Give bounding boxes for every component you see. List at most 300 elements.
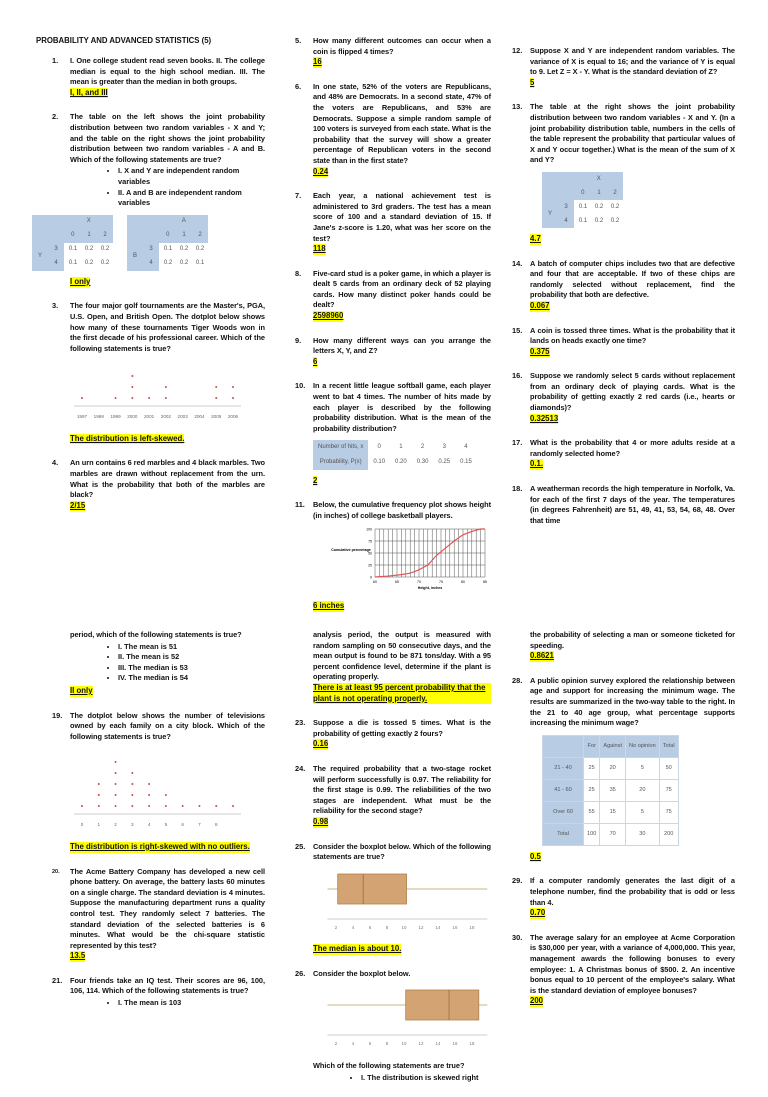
question-text: If a computer randomly generates the last digit of a telephone number, find the probability that is odd or less than 4. (530, 876, 735, 907)
column-variable: X (575, 172, 624, 186)
answer-block (530, 908, 735, 919)
answer-block (530, 234, 735, 245)
row-header: 4 (558, 214, 575, 228)
row-header: 21 - 40 (543, 757, 584, 779)
question-number: 10. (295, 381, 306, 391)
column-header: 0 (575, 186, 592, 200)
question (52, 866, 265, 962)
highlighted-answer: 0.70 (530, 908, 546, 918)
table-cell: 30 (626, 823, 660, 845)
axis-tick-label: 4 (351, 1041, 355, 1047)
dot (232, 386, 234, 388)
table-corner (48, 215, 65, 229)
highlighted-answer: 2598960 (313, 311, 344, 321)
question-number: 7. (295, 191, 302, 201)
question-number: 21. (52, 975, 63, 985)
axis-tick-label: 2005 (211, 414, 222, 420)
question (512, 675, 735, 863)
question-text: Each year, a national achievement test is administered to 3rd graders. The test has a mean score of 100 and a standard deviation of 15. If Jane's z-score is 1.20, what was her score on the test? (313, 191, 491, 243)
bullet-item: • IV. The median is 54 (118, 673, 265, 684)
answer-block (313, 57, 491, 68)
figure (313, 440, 491, 469)
question-number: 26. (295, 968, 306, 978)
row-header: Total (543, 823, 584, 845)
column-header: 0 (65, 229, 82, 243)
axis-tick-label: 0 (80, 822, 84, 828)
row-variable: B (127, 243, 143, 271)
column-variable: X (65, 215, 114, 229)
axis-tick-label: 10 (401, 924, 407, 930)
table-cell: 5 (626, 801, 660, 823)
axis-tick-label: 8 (214, 822, 218, 828)
x-tick-label: 60 (373, 580, 377, 585)
joint-probability-table (32, 215, 113, 271)
x-tick-label: 85 (483, 580, 487, 585)
row-header: 4 (48, 257, 65, 271)
table-cell: 0.1 (68, 246, 78, 253)
table-cell: 35 (600, 779, 626, 801)
axis-tick-label: 2001 (143, 414, 155, 420)
table-cell: 0.1 (163, 246, 173, 253)
answer-block (313, 311, 491, 322)
column-header (543, 735, 584, 757)
column-header: Against (600, 735, 626, 757)
question-text: Consider the boxplot below. (313, 968, 411, 978)
y-tick-label: 25 (368, 563, 372, 568)
table-cell: 0.2 (84, 246, 94, 253)
table-cell: 0.2 (179, 246, 189, 253)
question (295, 718, 491, 750)
answer-block (313, 601, 491, 612)
question-text: How many different outcomes can occur when a coin is flipped 4 times? (313, 36, 491, 56)
axis-tick-label: 8 (385, 924, 389, 930)
table-cell: 70 (600, 823, 626, 845)
y-tick-label: 75 (368, 539, 372, 544)
table-cell: 0.10 (373, 459, 386, 465)
highlighted-answer: 6 inches (313, 600, 345, 610)
table-corner (48, 229, 65, 243)
answer-block (530, 414, 735, 425)
highlighted-answer: 13.5 (70, 951, 86, 961)
dot (232, 397, 234, 399)
question-text: A public opinion survey explored the relationship between age and support for increasing the minimum wage. The results are summarized in the two-way table to the right. In the 21 to 40 age group, what percentage supports increasing the minimum wage? (530, 675, 735, 728)
axis-tick-label: 16 (452, 924, 458, 930)
column-header: 1 (591, 186, 607, 200)
question-number: 25. (295, 841, 306, 851)
dot (148, 397, 150, 399)
axis-tick-label: 3 (131, 822, 134, 828)
dot (98, 794, 100, 796)
bullet-item: • II. A and B are independent random variables (118, 188, 265, 209)
dotplot (70, 360, 245, 424)
highlighted-answer: 0.067 (530, 300, 550, 310)
joint-probability-table (542, 172, 623, 228)
question-text: The four major golf tournaments are the Master's, PGA, U.S. Open, and British Open. The dotplot below shows how many of these tournaments Tiger Woods won in the first decade of his professional career. Which of the following statements is true? (70, 301, 265, 353)
axis-tick-label: 2002 (160, 414, 172, 420)
figure (70, 748, 265, 836)
axis-tick-label: 6 (368, 1041, 372, 1047)
dot (131, 805, 133, 807)
probability-distribution-table (313, 440, 477, 469)
column-header: 2 (97, 229, 113, 243)
question-text: In one state, 52% of the voters are Republicans, and 48% are Democrats. In a second state, 47% of the voters are Republicans, and 53% are Democrats. Suppose a simple random sample of 100 voters is surveyed from each state. What is the probability that the survey will show a greater percentage of Republican voters in the second state than in the first state? (313, 81, 491, 165)
joint-probability-table (127, 215, 208, 271)
question-text: The dotplot below shows the number of televisions owned by each family on a city block. Which of the following statements is true? (70, 710, 265, 741)
question-number: 30. (512, 932, 523, 942)
answer-block (313, 817, 491, 828)
question-text: period, which of the following statements is true? (70, 630, 242, 639)
question-text: What is the probability that 4 or more adults reside at a randomly selected home? (530, 438, 735, 458)
bullet-item: • I. The mean is 51 (118, 642, 265, 653)
question-text: Five-card stud is a poker game, in which a player is dealt 5 cards from an ordinary deck of 52 playing cards. How many distinct poker hands could be dealt? (313, 268, 491, 310)
question-number: 29. (512, 876, 523, 886)
dot (98, 783, 100, 785)
answer-block (530, 996, 735, 1007)
question-text: How many different ways can you arrange the letters X, Y, and Z? (313, 335, 491, 356)
highlighted-answer: The median is about 10. (313, 944, 402, 954)
table-cell: 0.2 (195, 246, 205, 253)
table-row (543, 823, 679, 845)
dot (131, 772, 133, 774)
highlighted-answer: 0.375 (530, 346, 550, 356)
axis-tick-label: 5 (164, 822, 168, 828)
question (295, 841, 491, 955)
dot (148, 794, 150, 796)
column (295, 630, 491, 1097)
answer-block (313, 357, 491, 368)
highlighted-answer: There is at least 95 percent probability that the plant is not operating properly. (313, 683, 491, 704)
column (512, 46, 735, 540)
answer-block (313, 683, 491, 704)
table-cell: 0 (377, 444, 381, 451)
dot (115, 397, 117, 399)
column-header: 1 (81, 229, 97, 243)
highlighted-answer: 2 (313, 475, 318, 485)
x-tick-label: 75 (439, 580, 443, 585)
dot (115, 761, 117, 763)
question-number: 23. (295, 718, 306, 728)
question-number: 16. (512, 371, 523, 381)
table-cell: 0.2 (610, 203, 620, 210)
question (295, 763, 491, 828)
table-cell: 4 (464, 444, 468, 451)
question-text: A weatherman records the high temperature in Norfolk, Va. for each of the first 7 days of the year. The temperatures (in degrees Fahrenheit) are 51, 49, 41, 53, 54, 68, 48. Over that time (530, 484, 735, 525)
table-row (543, 757, 679, 779)
table-cell: 0.2 (100, 260, 110, 267)
y-axis-label: Cumulative percentage (331, 548, 371, 553)
table-cell: 3 (442, 444, 446, 451)
table-cell: 100 (584, 823, 600, 845)
question-number: 24. (295, 763, 306, 773)
x-tick-label: 80 (461, 580, 465, 585)
question-text: The required probability that a two-stage rocket will perform successfully is 0.97. The reliability for the first stage is 0.99. The reliabilities of the two stages are independent. What must be the reliability for the second stage? (313, 763, 491, 816)
y-tick-label: 100 (366, 527, 372, 532)
highlighted-answer: 0.24 (313, 166, 329, 176)
table-corner (143, 215, 160, 229)
question (512, 46, 735, 88)
axis-tick-label: 2006 (227, 414, 239, 420)
table-cell: 0.2 (179, 260, 189, 267)
answer-block (70, 842, 265, 853)
answer-block (70, 434, 265, 445)
highlighted-answer: 0.16 (313, 739, 329, 749)
figure (32, 215, 265, 271)
highlighted-answer: 0.98 (313, 816, 329, 826)
answer-block (313, 476, 491, 487)
table-cell: 0.1 (578, 217, 588, 224)
table-cell: 25 (584, 757, 600, 779)
document-title: PROBABILITY AND ADVANCED STATISTICS (5) (36, 36, 212, 45)
bullet-list (70, 998, 265, 1009)
table-cell: 20 (600, 757, 626, 779)
question-text: The table at the right shows the joint probability distribution between two random variables - X and Y. (In a joint probability distribution table, numbers in the cells of the table represent the probability that particular values of X and Y occur together.) What is the mean of the sum of X and Y? (530, 102, 735, 165)
figure (530, 735, 735, 846)
answer-block (530, 651, 735, 662)
dotplot (70, 748, 245, 832)
question-text: Suppose X and Y are independent random variables. The variance of X is equal to 16; and the variance of Y is equal to 9. Let Z = X - Y. What is the standard deviation of Z? (530, 46, 735, 77)
question (512, 438, 735, 470)
question-text: A batch of computer chips includes two that are defective and four that are acceptable. If two of these chips are randomly selected without replacement, find the probability that both are defective. (530, 258, 735, 300)
question-text: Below, the cumulative frequency plot shows height (in inches) of college basketball players. (313, 500, 491, 520)
table-cell: 75 (659, 801, 678, 823)
table-corner (32, 215, 48, 229)
dot (131, 794, 133, 796)
question (295, 191, 491, 255)
dot (148, 783, 150, 785)
column-header: Total (659, 735, 678, 757)
highlighted-answer: The distribution is left-skewed. (70, 433, 185, 443)
question-number: 28. (512, 675, 523, 685)
table-cell: 0.2 (610, 217, 620, 224)
table-cell: 5 (626, 757, 660, 779)
highlighted-answer: 2/15 (70, 500, 86, 510)
dot (81, 397, 83, 399)
row-header: 3 (558, 200, 575, 214)
question-text: The average salary for an employee at Acme Corporation is $30,000 per year, with a variance of 4,000,000. This year, management awards the following bonuses to every employee: 1. A Christmas bonus of $500. 2. An incentive bonus equal to 10 percent of the employee's salary. What is the standard deviation of employee bonuses? (530, 932, 735, 995)
question (295, 81, 491, 177)
answer-block (70, 951, 265, 962)
highlighted-answer: 0.5 (530, 851, 541, 861)
highlighted-answer: 16 (313, 57, 322, 67)
x-tick-label: 70 (417, 580, 421, 585)
answer-block (530, 347, 735, 358)
dot (98, 805, 100, 807)
question-number: 14. (512, 258, 523, 268)
question-number: 8. (295, 268, 302, 278)
bullet-list (70, 642, 265, 684)
dot (115, 794, 117, 796)
table-cell: 25 (584, 779, 600, 801)
axis-tick-label: 4 (351, 924, 355, 930)
x-axis-label: Height, inches (417, 586, 443, 591)
axis-tick-label: 4 (147, 822, 151, 828)
table-cell: 0.2 (594, 217, 604, 224)
question (52, 301, 265, 444)
dot (232, 805, 234, 807)
answer-block (530, 852, 735, 863)
question (295, 381, 491, 486)
question (512, 932, 735, 1007)
question (37, 112, 265, 287)
row-header: Number of hits, x (313, 440, 368, 455)
question (295, 968, 491, 1083)
dot (81, 805, 83, 807)
box (338, 874, 407, 904)
answer-block (313, 944, 491, 955)
dot (165, 805, 167, 807)
axis-tick-label: 12 (418, 1041, 424, 1047)
figure (313, 869, 491, 939)
question (295, 36, 491, 68)
table-row (543, 779, 679, 801)
question (52, 458, 265, 511)
axis-tick-label: 2 (334, 924, 338, 930)
axis-tick-label: 16 (452, 1041, 458, 1047)
question-text: The Acme Battery Company has developed a new cell phone battery. On average, the battery lasts 60 minutes on a single charge. The standard deviation is 4 minutes. Suppose the manufacturing department runs a quality control test. They randomly select 7 batteries. The standard deviation of the selected batteries is 6 minutes. What would be the chi-square statistic represented by this test? (70, 866, 265, 950)
answer-block (70, 277, 265, 288)
question-text: In a recent little league softball game, each player went to bat 4 times. The number of hits made by each player is described by the following probability distribution. What is the mean of the probability distribution? (313, 381, 491, 433)
column-header: 2 (192, 229, 208, 243)
question-text: Four friends take an IQ test. Their scores are 96, 100, 106, 114. Which of the following statements is true? (70, 975, 265, 996)
question-number: 13. (512, 102, 523, 112)
question-number: 6. (295, 81, 302, 91)
question-text: The table on the left shows the joint probability distribution between two random variables - X and Y; and the table on the right shows the joint probability distribution between two random variables - A and B. Which of the following statements are true? (70, 112, 265, 164)
column-header: For (584, 735, 600, 757)
bullet-item: • I. The distribution is skewed right (361, 1073, 491, 1084)
table-cell: 200 (659, 823, 678, 845)
cumulative-frequency-chart (313, 527, 491, 591)
dot (115, 772, 117, 774)
table-cell: 75 (659, 779, 678, 801)
row-header: Probability, P(x) (313, 455, 368, 470)
axis-tick-label: 1999 (110, 414, 121, 420)
answer-block (313, 244, 491, 255)
question (295, 268, 491, 322)
highlighted-answer: 0.1. (530, 459, 544, 469)
question (52, 710, 265, 853)
table-cell: 0.2 (163, 260, 173, 267)
question-number: 19. (52, 710, 63, 720)
question (530, 630, 735, 662)
table-cell: 0.2 (594, 203, 604, 210)
dot (182, 805, 184, 807)
highlighted-answer: 4.7 (530, 233, 541, 243)
dot (165, 386, 167, 388)
question-number: 11. (295, 500, 305, 510)
axis-tick-label: 14 (435, 1041, 441, 1047)
question-text: Suppose we randomly select 5 cards without replacement from an ordinary deck of playing cards. What is the probability of getting exactly 2 red cards (i.e., hearts or diamonds)? (530, 371, 735, 413)
highlighted-answer: II only (70, 685, 93, 695)
answer-block (313, 739, 491, 750)
question-text: Which of the following statements are true? (313, 1061, 465, 1071)
question (512, 484, 735, 526)
figure (313, 985, 491, 1055)
row-header: 4 (143, 257, 160, 271)
y-tick-label: 50 (368, 551, 372, 556)
axis-tick-label: 10 (401, 1041, 407, 1047)
row-header: Over 60 (543, 801, 584, 823)
highlighted-answer: 0.32513 (530, 413, 559, 423)
answer-block (530, 301, 735, 312)
axis-tick-label: 2004 (194, 414, 205, 420)
highlighted-answer: I, II, and III (70, 87, 108, 97)
highlighted-answer: 0.8621 (530, 651, 554, 661)
column-header: 2 (607, 186, 623, 200)
dot (115, 805, 117, 807)
question-text: Consider the boxplot below. Which of the following statements are true? (313, 841, 491, 862)
table-cell: 0.20 (395, 459, 407, 465)
dot (148, 805, 150, 807)
table-cell: 0.25 (438, 459, 451, 465)
answer-block (530, 78, 735, 89)
question-text: Suppose a die is tossed 5 times. What is the probability of getting exactly 2 fours? (313, 718, 491, 738)
table-row (32, 243, 113, 257)
table-cell: 0.1 (195, 260, 205, 267)
axis-tick-label: 2000 (127, 414, 138, 420)
dot (115, 783, 117, 785)
figure (70, 360, 265, 428)
highlighted-answer: 200 (530, 996, 544, 1006)
axis-tick-label: 1 (97, 822, 101, 828)
question (52, 56, 265, 98)
question (512, 258, 735, 312)
axis-tick-label: 1998 (93, 414, 104, 420)
table-corner (127, 229, 143, 243)
question-number: 15. (512, 325, 523, 335)
dot (131, 375, 133, 377)
table-cell: 0.2 (100, 246, 110, 253)
column (37, 56, 265, 525)
dot (215, 397, 217, 399)
table-row (542, 200, 623, 214)
table-cell: 55 (584, 801, 600, 823)
highlighted-answer: 6 (313, 356, 318, 366)
row-header: 41 - 60 (543, 779, 584, 801)
question-number: 20. (52, 868, 60, 875)
column (295, 36, 491, 626)
table-corner (558, 172, 575, 186)
question-number: 17. (512, 438, 523, 448)
column-header: 1 (176, 229, 192, 243)
question-text: the probability of selecting a man or someone ticketed for speeding. (530, 630, 735, 650)
question (70, 630, 265, 697)
dot (165, 794, 167, 796)
question (512, 102, 735, 244)
question (512, 325, 735, 358)
answer-block (530, 459, 735, 470)
two-way-table (542, 735, 679, 846)
bullet-item: • III. The median is 53 (118, 663, 265, 674)
axis-tick-label: 12 (418, 924, 424, 930)
dot (131, 386, 133, 388)
boxplot (313, 869, 491, 935)
highlighted-answer: I only (70, 276, 91, 286)
question-number: 1. (52, 56, 59, 65)
table-row (313, 455, 477, 470)
answer-block (70, 501, 265, 512)
table-cell: 1 (399, 444, 403, 451)
question-text: A coin is tossed three times. What is the probability that it lands on heads exactly one time? (530, 325, 735, 346)
axis-tick-label: 1997 (76, 414, 88, 420)
axis-tick-label: 7 (198, 822, 201, 828)
question-number: 12. (512, 46, 523, 55)
figure (313, 527, 491, 595)
row-variable: Y (32, 243, 48, 271)
table-cell: 2 (420, 444, 425, 451)
x-tick-label: 65 (395, 580, 399, 585)
question (52, 975, 265, 1009)
dot (198, 805, 200, 807)
